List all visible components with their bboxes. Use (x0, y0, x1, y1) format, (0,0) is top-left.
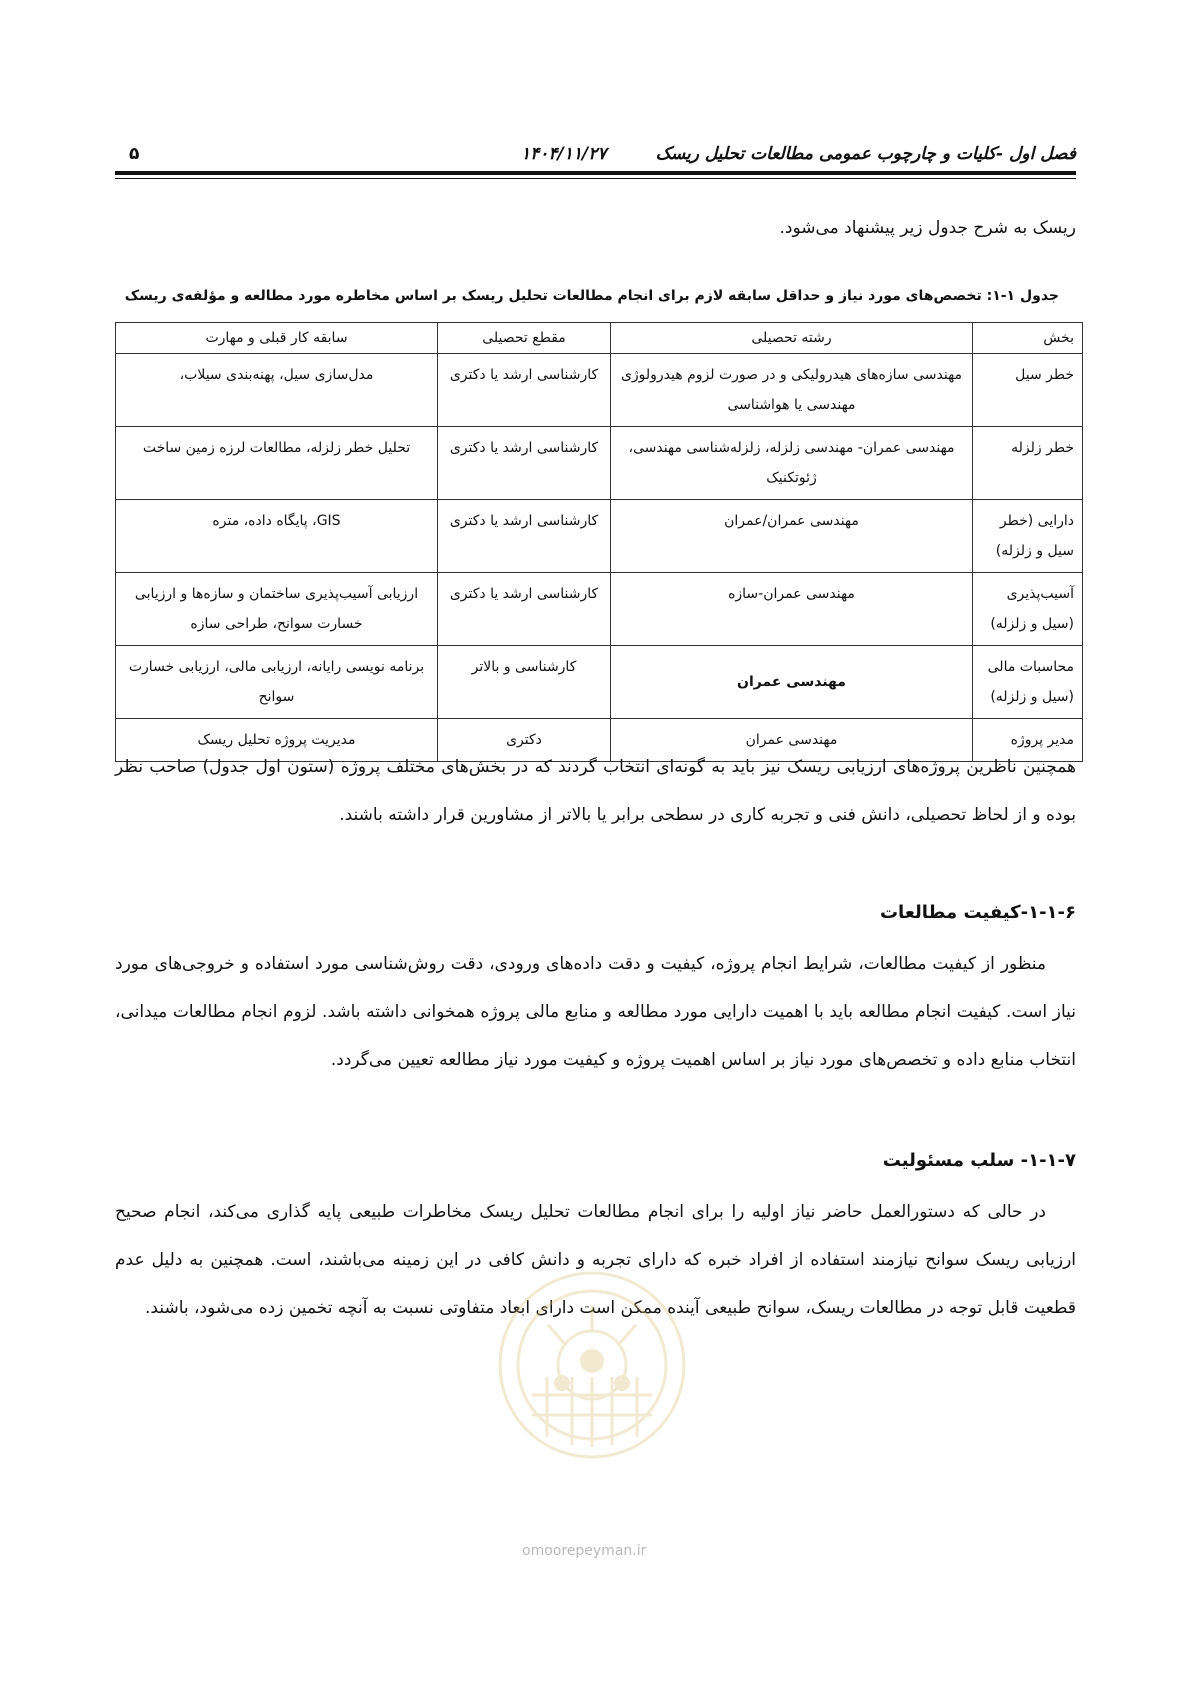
cell-degree: کارشناسی ارشد یا دکتری (438, 354, 611, 427)
cell-experience: مدل‌سازی سیل، پهنه‌بندی سیلاب، (116, 354, 438, 427)
cell-degree: کارشناسی ارشد یا دکتری (438, 573, 611, 646)
cell-section: محاسبات مالی (سیل و زلزله) (973, 646, 1083, 719)
section-heading-quality: ۱-۱-۶-کیفیت مطالعات (879, 902, 1076, 923)
intro-paragraph (115, 208, 1076, 248)
cell-experience: مدیریت پروژه تحلیل ریسک (116, 719, 438, 762)
table-row (116, 354, 1083, 427)
page-header (115, 138, 1076, 172)
cell-section: دارایی (خطر سیل و زلزله) (973, 500, 1083, 573)
cell-degree: کارشناسی ارشد یا دکتری (438, 500, 611, 573)
cell-experience: برنامه نویسی رایانه، ارزیابی مالی، ارزیابی خسارت سوانح (116, 646, 438, 719)
cell-field: مهندسی عمران- مهندسی زلزله، زلزله‌شناسی مهندسی، ژئوتکنیک (611, 427, 973, 500)
cell-experience: GIS، پایگاه داده، متره (116, 500, 438, 573)
cell-field: مهندسی عمران (611, 719, 973, 762)
table-row (116, 500, 1083, 573)
cell-degree: کارشناسی ارشد یا دکتری (438, 427, 611, 500)
cell-section: آسیب‌پذیری (سیل و زلزله) (973, 573, 1083, 646)
header-date: ۱۴۰۴/۱۱/۲۷ (521, 144, 607, 164)
table-header-row (116, 323, 1083, 354)
paragraph-supervisors (115, 743, 1076, 839)
paragraph-text: در حالی که دستورالعمل حاضر نیاز اولیه را برای انجام مطالعات تحلیل ریسک مخاطرات طبیعی پایه گذاری می‌کند، انجام صحیح ارزیابی ریسک سوانح نیازمند استفاده از افراد خبره که دارای تجربه و دانش کافی در این زمینه می‌باشند، است. همچنین به دلیل عدم قطعیت قابل توجه در مطالعات ریسک، سوانح طبیعی آینده ممکن است دارای ابعاد متفاوتی نسبت به آنچه تخمین زده می‌شود، باشند. (115, 1202, 1076, 1318)
header-experience: سابقه کار قبلی و مهارت (116, 323, 438, 354)
cell-field: مهندسی عمران (611, 646, 973, 719)
specialties-table (115, 322, 1083, 762)
header-rule-thick (115, 171, 1076, 175)
cell-field: مهندسی عمران-سازه (611, 573, 973, 646)
header-degree: مقطع تحصیلی (438, 323, 611, 354)
cell-degree: کارشناسی و بالاتر (438, 646, 611, 719)
cell-section: خطر زلزله (973, 427, 1083, 500)
paragraph-text: منظور از کیفیت مطالعات، شرایط انجام پروژه، کیفیت و دقت داده‌های ورودی، دقت روش‌شناسی مورد استفاده و خروجی‌های مورد نیاز است. کیفیت انجام مطالعه باید با اهمیت دارایی مورد مطالعه و منابع مالی پروژه همخوانی داشته باشد. لزوم انجام مطالعات میدانی، انتخاب منابع داده و تخصص‌های مورد نیاز بر اساس اهمیت پروژه و کیفیت مورد نیاز مطالعه تعیین می‌گردد. (115, 954, 1076, 1070)
header-rule-thin (115, 178, 1076, 179)
cell-field: مهندسی سازه‌های هیدرولیکی و در صورت لزوم هیدرولوژی مهندسی یا هواشناسی (611, 354, 973, 427)
cell-experience: تحلیل خطر زلزله، مطالعات لرزه زمین ساخت (116, 427, 438, 500)
header-section: بخش (973, 323, 1083, 354)
table-row (116, 427, 1083, 500)
header-field: رشته تحصیلی (611, 323, 973, 354)
seal-watermark-icon (492, 1265, 692, 1465)
watermark-site: omoorepeyman.ir (522, 1543, 647, 1559)
intro-text: ریسک به شرح جدول زیر پیشنهاد می‌شود. (779, 218, 1076, 238)
cell-section: خطر سیل (973, 354, 1083, 427)
table-row (116, 646, 1083, 719)
table-wrapper (115, 322, 1083, 762)
cell-field: مهندسی عمران/عمران (611, 500, 973, 573)
table-caption: جدول ۱-۱: تخصص‌های مورد نیاز و حداقل سابقه لازم برای انجام مطالعات تحلیل ریسک بر اساس مخاطره مورد مطالعه و مؤلفه‌ی ریسک (124, 288, 1059, 304)
section-heading-disclaimer: ۱-۱-۷- سلب مسئولیت (882, 1150, 1076, 1171)
chapter-title: فصل اول -کلیات و چارچوب عمومی مطالعات تحلیل ریسک (655, 144, 1076, 164)
page-number: ۵ (129, 144, 140, 164)
cell-degree: دکتری (438, 719, 611, 762)
table-row (116, 573, 1083, 646)
paragraph-text: همچنین ناظرین پروژه‌های ارزیابی ریسک نیز باید به گونه‌ای انتخاب گردند که در بخش‌های مختلف پروژه (ستون اول جدول) صاحب نظر بوده و از لحاظ تحصیلی، دانش فنی و تجربه کاری در سطحی برابر یا بالاتر از مشاورین قرار داشته باشند. (115, 757, 1076, 825)
paragraph-quality (115, 940, 1076, 1084)
cell-section: مدیر پروژه (973, 719, 1083, 762)
cell-experience: ارزیابی آسیب‌پذیری ساختمان و سازه‌ها و ارزیابی خسارت سوانح، طراحی سازه (116, 573, 438, 646)
